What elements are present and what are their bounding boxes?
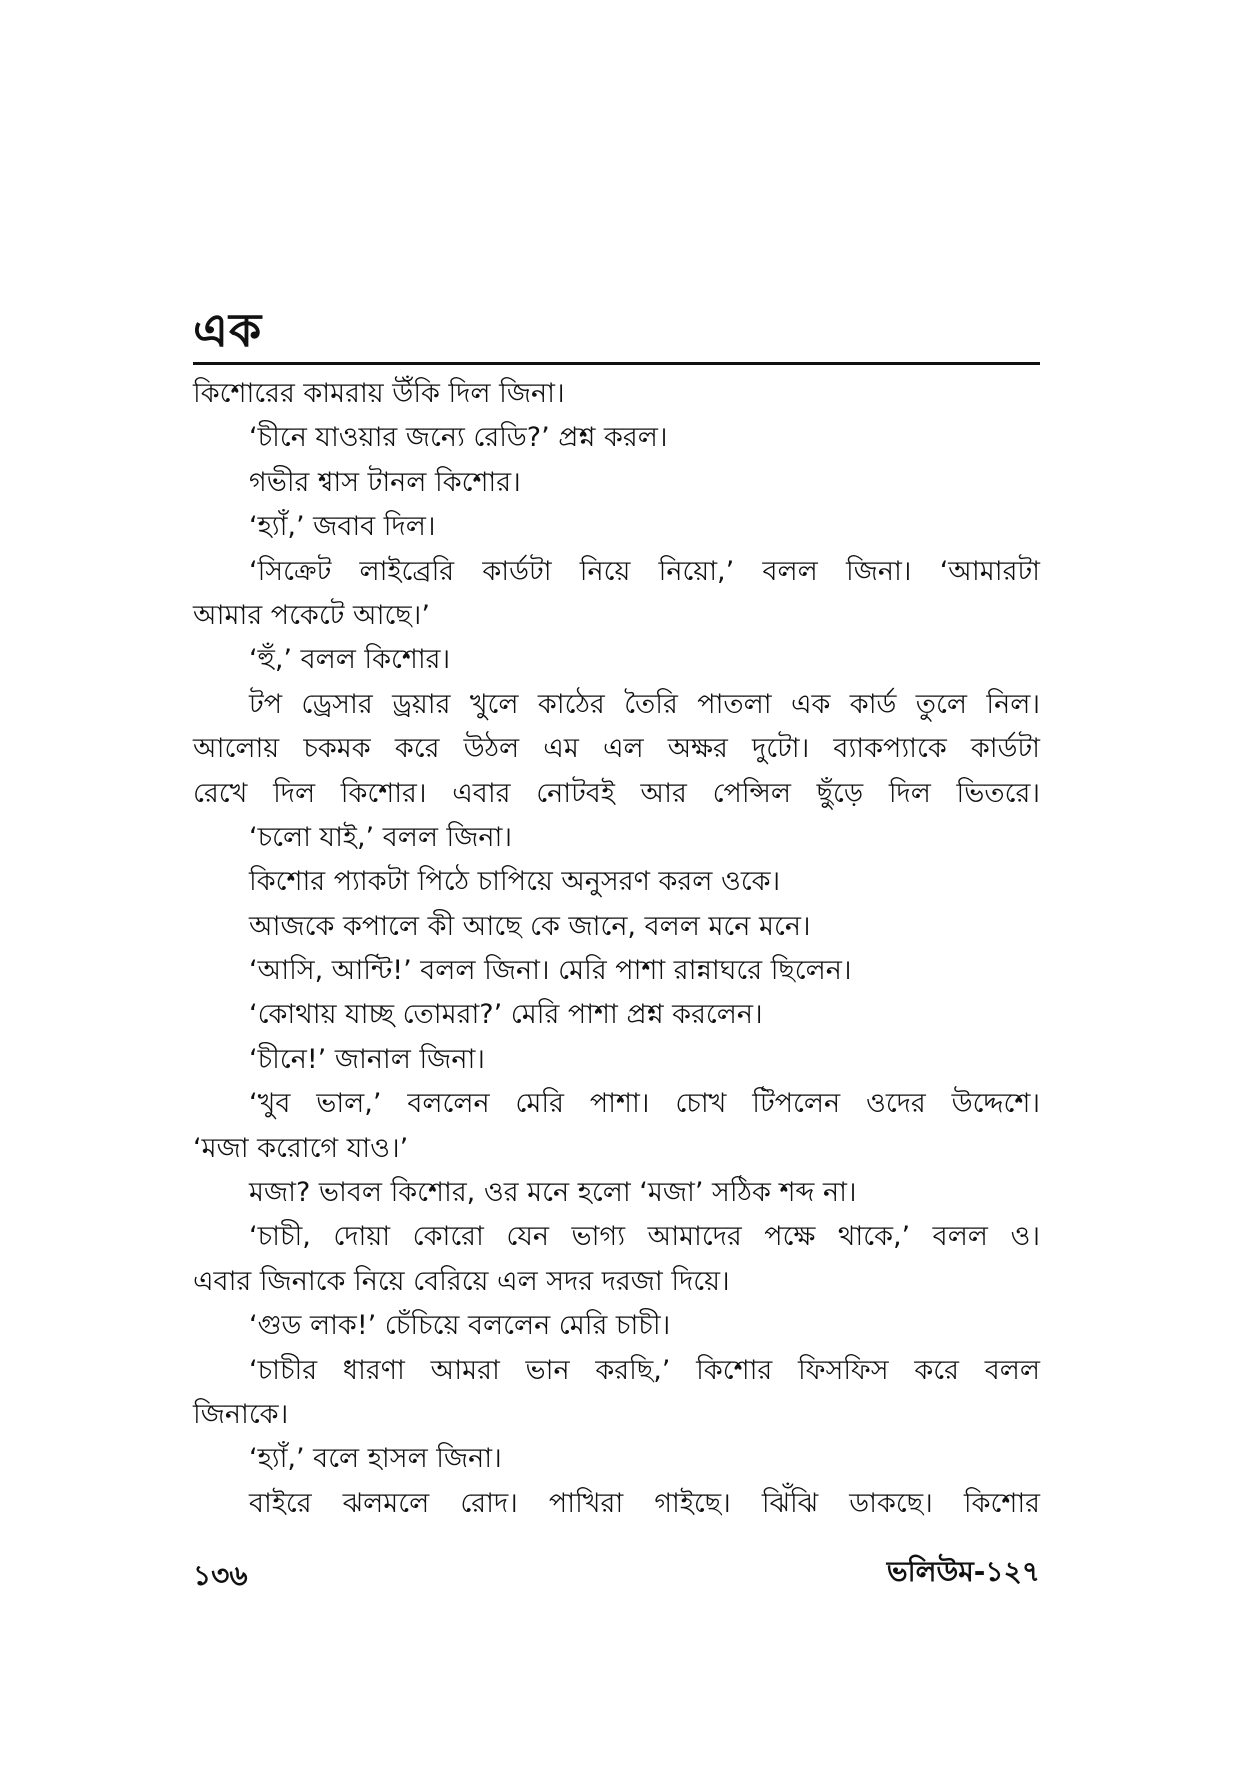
text-line: ‘হ্যাঁ,’ বলে হাসল জিনা। [249, 1443, 502, 1475]
text-line: রেখে দিল কিশোর। এবার নোটবই আর পেন্সিল ছুঁড়ে দিল ভিতরে। [193, 777, 1040, 809]
text-line: গভীর শ্বাস টানল কিশোর। [249, 466, 521, 498]
text-line: ‘সিক্রেট লাইব্রেরি কার্ডটা নিয়ে নিয়ো,’ বলল জিনা। ‘আমারটা [249, 555, 1040, 587]
text-line: ‘আসি, আন্টি!’ বলল জিনা। মেরি পাশা রান্নাঘরে ছিলেন। [249, 955, 852, 987]
text-line: আলোয় চকমক করে উঠল এম এল অক্ষর দুটো। ব্যাকপ্যাকে কার্ডটা [193, 733, 1040, 765]
text-line: টপ ড্রেসার ড্রয়ার খুলে কাঠের তৈরি পাতলা এক কার্ড তুলে নিল। [249, 688, 1040, 720]
text-line: কিশোর প্যাকটা পিঠে চাপিয়ে অনুসরণ করল ওকে। [249, 866, 781, 898]
text-line: ‘হ্যাঁ,’ জবাব দিল। [249, 511, 436, 543]
text-line: জিনাকে। [193, 1398, 289, 1430]
volume-label: ভলিউম-১২৭ [886, 1555, 1040, 1588]
text-line: ‘কোথায় যাচ্ছ তোমরা?’ মেরি পাশা প্রশ্ন করলেন। [249, 999, 763, 1031]
text-line: আজকে কপালে কী আছে কে জানে, বলল মনে মনে। [249, 910, 811, 942]
text-line: ‘চীনে!’ জানাল জিনা। [249, 1043, 485, 1075]
body-text [193, 372, 1040, 1526]
text-line: মজা? ভাবল কিশোর, ওর মনে হলো ‘মজা’ সঠিক শব্দ না। [249, 1177, 857, 1209]
text-line: ‘গুড লাক!’ চেঁচিয়ে বললেন মেরি চাচী। [249, 1310, 671, 1342]
page-number: ১৩৬ [193, 1559, 248, 1592]
text-line: বাইরে ঝলমলে রোদ। পাখিরা গাইছে। ঝিঁঝি ডাকছে। কিশোর [249, 1487, 1040, 1519]
text-line: কিশোরের কামরায় উঁকি দিল জিনা। [193, 378, 565, 409]
text-line: আমার পকেটে আছে।’ [193, 599, 430, 631]
text-line: ‘মজা করোগে যাও।’ [193, 1132, 409, 1164]
text-line: ‘খুব ভাল,’ বললেন মেরি পাশা। চোখ টিপলেন ওদের উদ্দেশে। [249, 1088, 1040, 1120]
text-line: ‘চাচীর ধারণা আমরা ভান করছি,’ কিশোর ফিসফিস করে বলল [249, 1354, 1040, 1386]
text-line: ‘চলো যাই,’ বলল জিনা। [249, 821, 513, 853]
text-line: ‘হুঁ,’ বলল কিশোর। [249, 644, 451, 676]
text-line: ‘চীনে যাওয়ার জন্যে রেডি?’ প্রশ্ন করল। [249, 422, 668, 454]
heading-rule [193, 362, 1040, 365]
text-line: ‘চাচী, দোয়া কোরো যেন ভাগ্য আমাদের পক্ষে থাকে,’ বলল ও। [249, 1221, 1040, 1253]
chapter-heading: এক [193, 303, 263, 357]
text-line: এবার জিনাকে নিয়ে বেরিয়ে এল সদর দরজা দিয়ে। [193, 1265, 730, 1297]
